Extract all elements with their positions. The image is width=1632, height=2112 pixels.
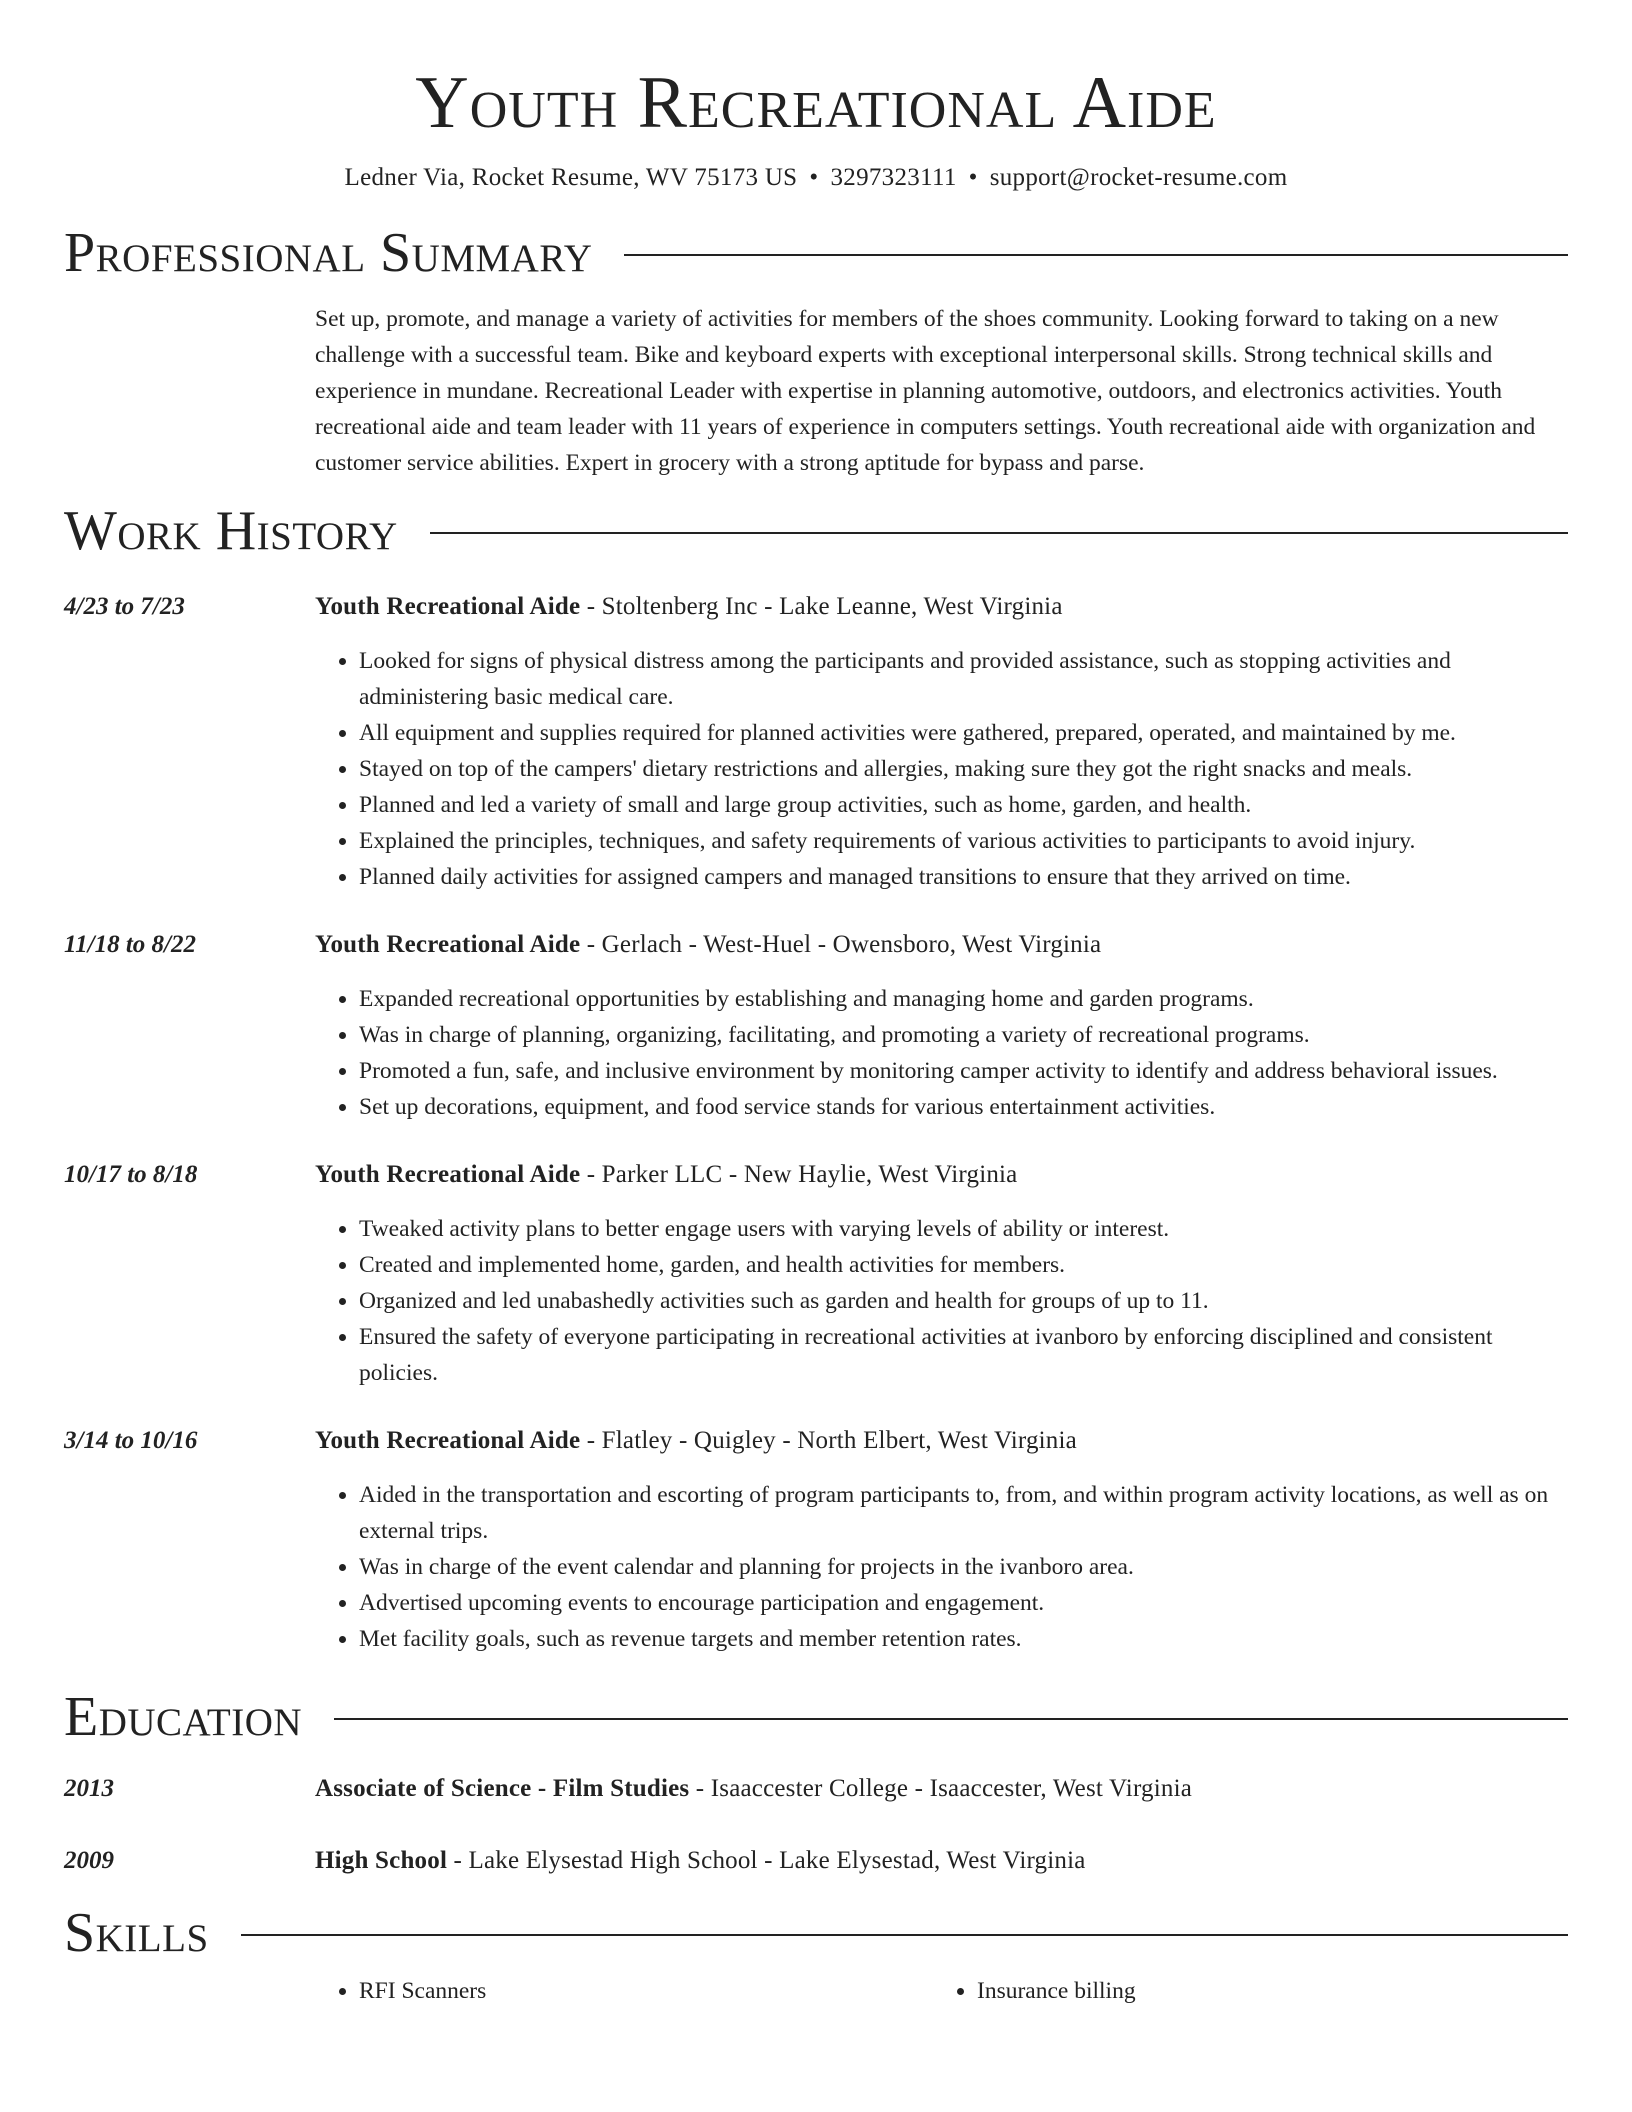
skills-column-left (315, 1973, 933, 2009)
job-dates: 3/14 to 10/16 (64, 1427, 198, 1454)
candidate-name: Youth Recreational Aide (415, 62, 1217, 144)
education-entry (64, 1843, 1568, 1879)
education-degree: Associate of Science - Film Studies (315, 1775, 690, 1802)
section-divider (430, 532, 1568, 534)
education-line (315, 1843, 1568, 1879)
job-bullet: • Aided in the transportation and escorting of program participants to, from, and within program activity locations, as well as on external trips. (359, 1477, 1568, 1549)
education-section-title: Education (64, 1686, 303, 1748)
section-divider (624, 254, 1568, 256)
job-bullet: • Was in charge of planning, organizing, facilitating, and promoting a variety of recreational programs. (359, 1017, 1568, 1053)
job-role: Youth Recreational Aide (315, 1427, 581, 1454)
job-entry (64, 1423, 1568, 1657)
job-dates: 10/17 to 8/18 (64, 1161, 198, 1188)
job-employer-location: - Parker LLC - New Haylie, West Virginia (580, 1161, 1018, 1188)
job-bullet: • Explained the principles, techniques, and safety requirements of various activities to participants to avoid injury. (359, 823, 1568, 859)
skill-item: • Insurance billing (977, 1973, 1551, 2009)
job-title-line (315, 589, 1568, 625)
job-employer-location: - Stoltenberg Inc - Lake Leanne, West Virginia (580, 593, 1063, 620)
contact-separator: • (968, 164, 978, 191)
summary-text: Set up, promote, and manage a variety of activities for members of the shoes community. Looking forward to taking on a new challenge with a successful team. Bike and keyboard experts with exceptional interpersonal skills. Strong technical skills and experience in mundane. Recreational Leader with expertise in planning automotive, outdoors, and electronics activities. Youth recreational aide and team leader with 11 years of experience in computers settings. Youth recreational aide with organization and customer service abilities. Expert in grocery with a strong aptitude for bypass and parse. (315, 306, 1536, 476)
job-dates: 11/18 to 8/22 (64, 931, 196, 958)
job-bullet: • Planned daily activities for assigned campers and managed transitions to ensure that they arrived on time. (359, 859, 1568, 895)
job-bullet: • Planned and led a variety of small and large group activities, such as home, garden, and health. (359, 787, 1568, 823)
job-bullets (315, 981, 1568, 1125)
job-bullet: • Ensured the safety of everyone participating in recreational activities at ivanboro by enforcing disciplined and consistent policies. (359, 1319, 1568, 1391)
job-title-line (315, 1423, 1568, 1459)
job-employer-location: - Gerlach - West-Huel - Owensboro, West Virginia (580, 931, 1102, 958)
job-bullet: • All equipment and supplies required for planned activities were gathered, prepared, operated, and maintained by me. (359, 715, 1568, 751)
job-bullet: • Tweaked activity plans to better engage users with varying levels of ability or interest. (359, 1211, 1568, 1247)
job-body (315, 927, 1568, 1125)
job-dates: 4/23 to 7/23 (64, 593, 185, 620)
job-role: Youth Recreational Aide (315, 593, 581, 620)
summary-section-header (64, 221, 1568, 285)
job-entry (64, 927, 1568, 1125)
contact-line (64, 162, 1568, 194)
job-bullet: • Stayed on top of the campers' dietary restrictions and allergies, making sure they got the right snacks and meals. (359, 751, 1568, 787)
job-bullets (315, 643, 1568, 895)
contact-separator: • (809, 164, 819, 191)
contact-phone: 3297323111 (830, 164, 957, 191)
work-section-header (64, 499, 1568, 563)
job-entry (64, 589, 1568, 895)
job-bullet: • Expanded recreational opportunities by establishing and managing home and garden programs. (359, 981, 1568, 1017)
summary-section-title: Professional Summary (64, 222, 593, 284)
section-divider (334, 1718, 1568, 1720)
job-bullet: • Set up decorations, equipment, and food service stands for various entertainment activities. (359, 1089, 1568, 1125)
skill-item: • RFI Scanners (359, 1973, 933, 2009)
job-bullets (315, 1477, 1568, 1657)
job-role: Youth Recreational Aide (315, 1161, 581, 1188)
section-divider (241, 1934, 1568, 1936)
education-year: 2009 (64, 1847, 114, 1874)
job-bullet: • Promoted a fun, safe, and inclusive environment by monitoring camper activity to identify and address behavioral issues. (359, 1053, 1568, 1089)
education-section-header (64, 1685, 1568, 1749)
skills-column-right (933, 1973, 1551, 2009)
work-history-list (64, 589, 1568, 1657)
job-bullet: • Looked for signs of physical distress among the participants and provided assistance, such as stopping activities and administering basic medical care. (359, 643, 1568, 715)
job-employer-location: - Flatley - Quigley - North Elbert, West Virginia (580, 1427, 1077, 1454)
skills-section-header (64, 1901, 1568, 1965)
job-bullet: • Organized and led unabashedly activities such as garden and health for groups of up to 11. (359, 1283, 1568, 1319)
education-entry (64, 1771, 1568, 1807)
job-title-line (315, 927, 1568, 963)
job-body (315, 1423, 1568, 1657)
job-entry (64, 1157, 1568, 1391)
education-list (64, 1771, 1568, 1879)
job-body (315, 589, 1568, 895)
contact-email: support@rocket-resume.com (989, 164, 1288, 191)
job-bullet: • Created and implemented home, garden, and health activities for members. (359, 1247, 1568, 1283)
job-role: Youth Recreational Aide (315, 931, 581, 958)
education-school: - Isaaccester College - Isaaccester, West Virginia (689, 1775, 1193, 1802)
education-line (315, 1771, 1568, 1807)
job-body (315, 1157, 1568, 1391)
job-bullet: • Met facility goals, such as revenue targets and member retention rates. (359, 1621, 1568, 1657)
job-title-line (315, 1157, 1568, 1193)
education-degree: High School (315, 1847, 448, 1874)
skills-grid (315, 1973, 1568, 2009)
education-year: 2013 (64, 1775, 114, 1802)
education-school: - Lake Elysestad High School - Lake Elysestad, West Virginia (447, 1847, 1086, 1874)
resume-page (64, 0, 1568, 2009)
work-section-title: Work History (64, 500, 398, 562)
skills-section-title: Skills (64, 1902, 209, 1964)
job-bullet: • Was in charge of the event calendar and planning for projects in the ivanboro area. (359, 1549, 1568, 1585)
contact-address: Ledner Via, Rocket Resume, WV 75173 US (344, 164, 798, 191)
job-bullets (315, 1211, 1568, 1391)
job-bullet: • Advertised upcoming events to encourage participation and engagement. (359, 1585, 1568, 1621)
